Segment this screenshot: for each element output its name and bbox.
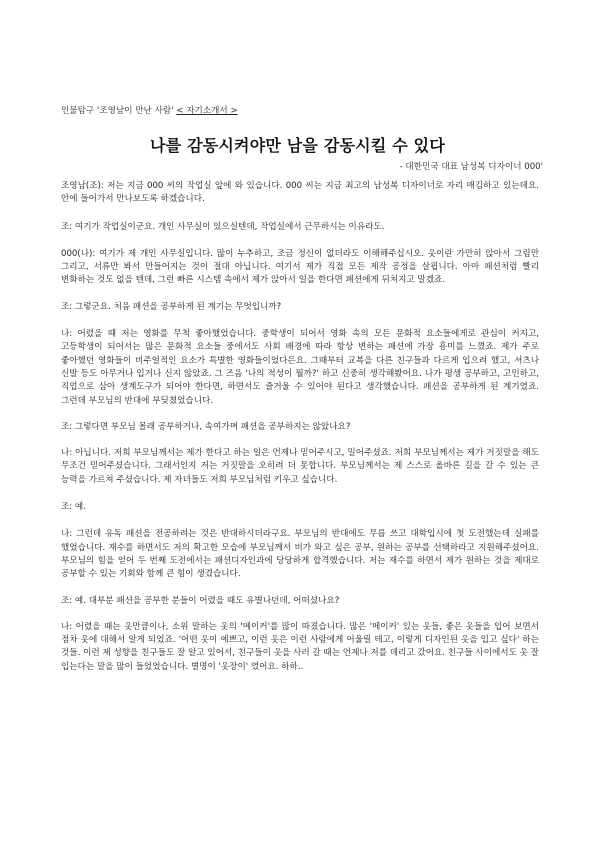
paragraph: 나: 어렸을 때는 옷만큼이나, 소위 말하는 옷의 '메이커'를 많이 따졌습니다. 많은 '메이커' 있는 옷들, 좋은 옷들을 입어 보면서 점차 옷에 대해서 알게 되었죠. '어떤 옷이 예쁘고, 이런 옷은 이런 사람에게 어울릴 테고, 이렇게 디자인된 옷을 입고 싶다' 하는 것들. 이런 제 성향을 친구들도 잘 알고 있어서, 친구들이 옷을 사러 갈 때는 언제나 저를 데리고 갔어요. 친구들 사이에서도 옷 잘 입는다는 말을 많이 들었었습니다. 별명이 '옷장이' 였어요. 하하.. xyxy=(61,621,539,672)
paragraph: 조: 예. xyxy=(61,502,86,513)
paragraph: 나: 아닙니다. 저희 부모님께서는 제가 한다고 하는 일은 언제나 믿어주시고, 밀어주셨죠. 저희 부모님께서는 제가 거짓말을 해도 무조건 믿어주셨습니다. 그래서인지 저는 거짓말을 오히려 더 못합니다. 부모님께서는 제 스스로 올바른 길을 갈 수 있는 큰 능력을 가르쳐 주셨습니다. 제 자녀들도 저희 부모님처럼 키우고 싶습니다. xyxy=(61,448,539,485)
paragraph: 나: 그런데 유독 패션을 전공하려는 것은 반대하시더라구요. 부모님의 반대에도 무릅 쓰고 대학입시에 첫 도전했는데 실패를 했었습니다. 재수를 하면서도 저의 확고한 모습에 부모님께서 비가 와고 싶은 공부, 원하는 공부를 선택하라고 지원해주셨어요. 부모님의 힘을 얻어 두 번째 도전에서는 패션디자인과에 당당하게 합격했습니다. 저는 재수를 하면서 제가 원하는 것을 제대로 공부할 수 있는 기회와 함께 큰 힘이 생겼습니다. xyxy=(61,529,539,580)
interview-body xyxy=(61,180,539,674)
paragraph: 000(나): 여기가 제 개인 사무실입니다. 많이 누추하고, 조금 정신이 없더라도 이해해주십시오. 옷이란 가만히 앉아서 그림만 그리고, 서류만 봐서 만들어지는 것이 절대 아닙니다. 여기서 제가 직접 모든 제작 공정을 살핍니다. 아마 패션처럼 빨리 변화하는 것도 없을 텐데, 그런 빠른 시스템 속에서 제가 앉아서 일을 한다면 패션에게 뒤쳐지고 말겠죠. xyxy=(61,248,539,286)
paragraph: 조: 그렇군요. 처음 패션을 공부하게 된 계기는 무엇입니까? xyxy=(61,301,282,312)
paragraph: 조: 예. 대부분 패션을 공부한 분들이 어렸을 때도 유별나던데, 어떠셨나요? xyxy=(61,595,340,606)
series-header xyxy=(61,104,238,116)
series-label: 인물탐구 '조영남이 만난 사람' xyxy=(61,106,174,116)
paragraph: 조: 그렇다면 부모님 몰래 공부하거나, 속여가며 패션을 공부하지는 않았나요? xyxy=(61,421,351,432)
self-introduction-link[interactable]: < 자기소개서 > xyxy=(176,106,238,116)
paragraph: 조영남(조): 저는 지금 000 씨의 작업실 앞에 와 있습니다. 000 씨는 지금 최고의 남성복 디자이너로 자리 매김하고 있는데요. 안에 들어가서 만나보도록 하겠습니다. xyxy=(61,181,539,205)
document-subtitle: - 대한민국 대표 남성복 디자이너 000' xyxy=(399,162,543,172)
paragraph: 조: 여기가 작업실이군요. 개인 사무실이 있으실텐데, 작업실에서 근무하시는 이유라도. xyxy=(61,221,385,232)
document-title: 나를 감동시켜야만 남을 감동시킬 수 있다 xyxy=(149,136,445,155)
paragraph: 나: 어렸을 때 저는 영화를 무척 좋아했었습니다. 중학생이 되어서 영화 속의 모든 문화적 요소들에게로 관심이 커지고, 고등학생이 되어서는 많은 문화적 요소들 중에서도 사회 배경에 따라 항상 변하는 패션에 가장 흥미를 느꼈죠. 제가 주로 좋아했던 영화들이 비주얼적인 요소가 특별한 영화들이었다든요. 그때부터 교복을 다른 친구들과 다르게 입으려 했고, 셔츠나 신발 등도 아무거나 입거나 신지 않았죠. 그 즈음 '나의 적성이 뭘까?' 하고 신중히 생각해봤어요. 나가 평생 공부하고, 고민하고, 직업으로 삼아 생계도구가 되어야 한다면, 하면서도 즐거울 수 있어야 된다고 생각했습니다. 패션을 공부하게 된 계기였죠. 그런데 부모님의 반대에 부딪쳤었습니다. xyxy=(61,329,539,406)
